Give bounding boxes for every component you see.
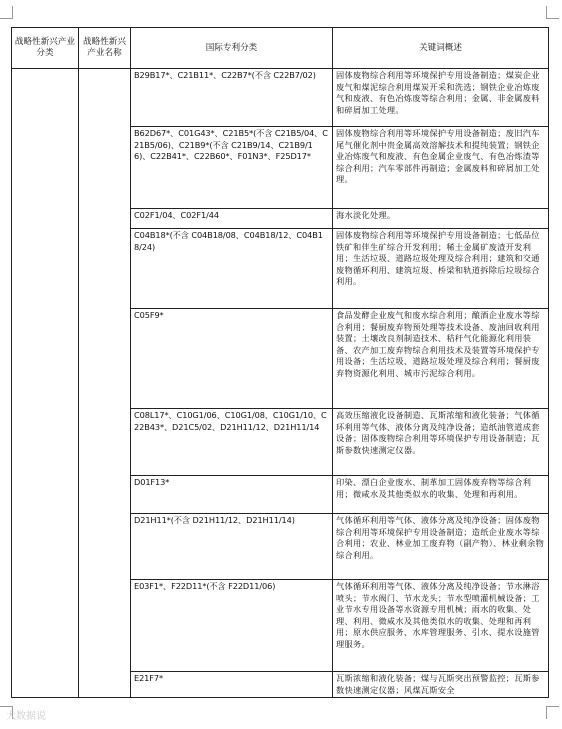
keywords-cell: 海水淡化处理。 — [333, 209, 549, 229]
industry-category-cell — [12, 69, 79, 698]
keywords-cell: 固体废物综合利用等环境保护专用设备制造；七低品位铁矿和伴生矿综合开发利用；稀土金属矿废渣开发利用；生活垃圾、道路垃圾处理及综合利用；建筑和交通废物循环利用、建筑垃圾、桥梁和轨道拆除后垃圾综合利用。 — [333, 229, 549, 309]
ipc-cell: C02F1/04、C02F1/44 — [131, 209, 333, 229]
table-header-row — [12, 28, 549, 69]
ipc-cell: D01F13* — [131, 476, 333, 514]
header-industry-category: 战略性新兴产业分类 — [12, 28, 79, 69]
ipc-cell: C04B18*(不含 C04B18/08、C04B18/12、C04B18/24) — [131, 229, 333, 309]
keywords-cell: 食品发酵企业废气和废水综合利用；酿酒企业废水等综合利用；餐厨废弃物预处理等技术设备、废油回收利用装置；土壤改良剂制造技术、秸秆气化能源化利用装备、农产加工废弃物综合利用技术及装置等环境保护专用设备；生活垃圾、道路垃圾处理及综合利用；餐厨废弃物资源化利用、城市污泥综合利用。 — [333, 309, 549, 409]
keywords-cell: 固体废物综合利用等环境保护专用设备制造；煤炭企业废气和煤泥综合利用煤炭开采和洗选；钢铁企业冶炼废气和废液、有色冶炼废等综合利用；金属、非金属废料和碎屑加工处理。 — [333, 69, 549, 127]
ipc-cell: B29B17*、C21B11*、C22B7*(不含 C22B7/02) — [131, 69, 333, 127]
keywords-cell: 印染、漂白企业废水、制革加工固体废弃物等综合利用；微咸水及其他类似水的收集、处理和再利用。 — [333, 476, 549, 514]
header-keywords: 关键词概述 — [333, 28, 549, 69]
ipc-cell: C08L17*、C10G1/06、C10G1/08、C10G1/10、C22B43*、D21C5/02、D21H11/12、D21H11/14 — [131, 409, 333, 476]
keywords-cell: 高效压缩液化设备制造、瓦斯浓缩和液化装备；气体循环利用等气体、液体分离及纯净设备；造纸油管道成套设备；固体废物综合利用等环境保护专用设备制造；瓦斯参数快速测定仪器。 — [333, 409, 549, 476]
ipc-cell: B62D67*、C01G43*、C21B5*(不含 C21B5/04、C21B5/06)、C21B9*(不含 C21B9/14、C21B9/16)、C22B41*、C22B60*、F01N3*、F25D17* — [131, 127, 333, 209]
ipc-cell: E21F7* — [131, 672, 333, 698]
header-ipc: 国际专利分类 — [131, 28, 333, 69]
ipc-cell: E03F1*、F22D11*(不含 F22D11/06) — [131, 580, 333, 672]
crop-mark-bottom-right — [546, 706, 559, 719]
keywords-cell: 固体废物综合利用等环境保护专用设备制造；废旧汽车尾气催化剂中贵金属高效溶解技术和提纯装置；钢铁企业冶炼废气和废液、有色金属企业废气、有色冶炼渣等综合利用；汽车零部件再制造；金属废料和碎屑加工处理。 — [333, 127, 549, 209]
ipc-cell: D21H11*(不含 D21H11/12、D21H11/14) — [131, 514, 333, 580]
crop-mark-top-right — [546, 6, 559, 19]
table-row — [12, 69, 549, 127]
watermark-text: 大数据说 — [6, 711, 46, 722]
header-industry-name: 战略性新兴产业名称 — [79, 28, 131, 69]
crop-mark-top-left — [0, 6, 13, 19]
keywords-cell: 瓦斯浓缩和液化装备；煤与瓦斯突出预警监控；瓦斯参数快速测定仪器；风煤瓦斯安全 — [333, 672, 549, 698]
keywords-cell: 气体循环利用等气体、液体分离及纯净设备；节水淋浴喷头；节水阀门、节水龙头；节水型喷灌机械设备；工业节水专用设备等水资源专用机械；雨水的收集、处理、利用、微咸水及其他类似水的收集、处理和再利用；原水供应服务、水库管理服务、引水、提水设施管理服务。 — [333, 580, 549, 672]
ipc-cell: C05F9* — [131, 309, 333, 409]
keywords-cell: 气体循环利用等气体、液体分离及纯净设备；固体废物综合利用等环境保护专用设备制造；造纸企业废水等综合利用；农业、林业加工废弃物（副产物）、林业剩余物综合利用。 — [333, 514, 549, 580]
patent-classification-table — [11, 27, 549, 698]
industry-name-cell — [79, 69, 131, 698]
